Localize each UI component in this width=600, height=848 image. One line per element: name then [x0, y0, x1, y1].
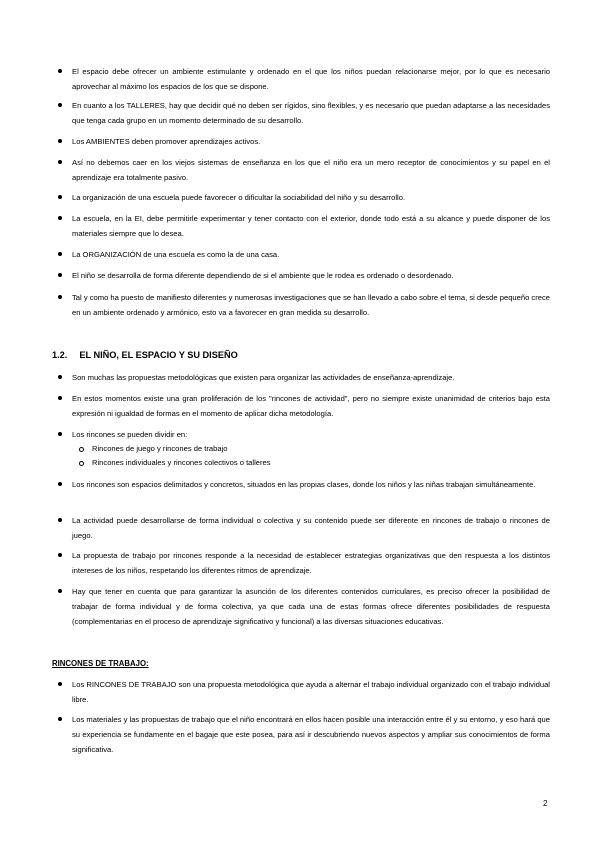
list-item: La escuela, en la EI, debe permitirle experimentar y tener contacto con el exterior, donde todo está a su alcance y puede disponer de los materiales siempre que lo desea. [72, 211, 550, 241]
list-item: La propuesta de trabajo por rincones responde a la necesidad de establecer estrategias organizativas que den respuesta a los distintos intereses de los niños, respetando los diferentes ritmos de aprendizaje. [72, 548, 550, 578]
list-item: El espacio debe ofrecer un ambiente estimulante y ordenado en el que los niños puedan relacionarse mejor, por lo que es necesario aprovechar al máximo los espacios de los que se dispone. [72, 64, 550, 94]
list-item: Así no debemos caer en los viejos sistemas de enseñanza en los que el niño era un mero receptor de conocimientos y su papel en el aprendizaje era totalmente pasivo. [72, 155, 550, 185]
list-item: Los rincones son espacios delimitados y concretos, situados en las propias clases, donde los niños y las niñas trabajan simultáneamente. [72, 477, 550, 492]
sub-list-item: Rincones de juego y rincones de trabajo [92, 442, 522, 456]
list-item: En estos momentos existe una gran proliferación de los "rincones de actividad", pero no siempre existe unanimidad de criterios bajo esta expresión ni igualdad de formas en el momento de aplicar dicha metodología. [72, 391, 550, 421]
list-item: Tal y como ha puesto de manifiesto diferentes y numerosas investigaciones que se han llevado a cabo sobre el tema, si desde pequeño crece en un ambiente ordenado y armónico, esto va a favorecer en gran medida su desarrollo. [72, 290, 550, 320]
list-item: Hay que tener en cuenta que para garantizar la asunción de los diferentes contenidos curriculares, es preciso ofrecer la posibilidad de trabajar de forma individual y de forma colectiva, ya que cada una de estas formas ofrece diferentes posibilidades de respuesta (complementarias en el proceso de aprendizaje significativo y funcional) a las diversas situaciones educativas. [72, 584, 550, 629]
section-number: 1.2. [52, 350, 68, 360]
list-item: Los rincones se pueden dividir en: [72, 427, 550, 442]
list-item: Son muchas las propuestas metodológicas que existen para organizar las actividades de enseñanza-aprendizaje. [72, 370, 550, 385]
section-heading [52, 350, 238, 360]
list-item: En cuanto a los TALLERES, hay que decidir qué no deben ser rígidos, sino flexibles, y es necesario que puedan adaptarse a las necesidades que tenga cada grupo en un momento determinado de su desarrollo. [72, 98, 550, 128]
section-title: EL NIÑO, EL ESPACIO Y SU DISEÑO [79, 350, 238, 360]
list-item: La actividad puede desarrollarse de forma individual o colectiva y su contenido puede ser diferente en rincones de trabajo o rincones de juego. [72, 513, 550, 543]
sub-list-item: Rincones individuales y rincones colectivos o talleres [92, 456, 522, 470]
list-item: El niño se desarrolla de forma diferente dependiendo de si el ambiente que le rodea es ordenado o desordenado. [72, 268, 550, 283]
list-item: Los materiales y las propuestas de trabajo que el niño encontrará en ellos hacen posible una interacción entre él y su entorno, y eso hará que su experiencia se fundamente en el bagaje que este posea, para así ir descubriendo nuevos aspectos y ampliar sus conocimientos de forma significativa. [72, 712, 550, 757]
page-number: 2 [543, 799, 548, 808]
list-item: La organización de una escuela puede favorecer o dificultar la sociabilidad del niño y su desarrollo. [72, 190, 550, 205]
list-item: Los AMBIENTES deben promover aprendizajes activos. [72, 134, 550, 149]
list-item: La ORGANIZACIÓN de una escuela es como la de una casa. [72, 247, 550, 262]
list-item: Los RINCONES DE TRABAJO son una propuesta metodológica que ayuda a alternar el trabajo individual organizado con el trabajo individual libre. [72, 677, 550, 707]
subheading: RINCONES DE TRABAJO: [52, 659, 149, 668]
